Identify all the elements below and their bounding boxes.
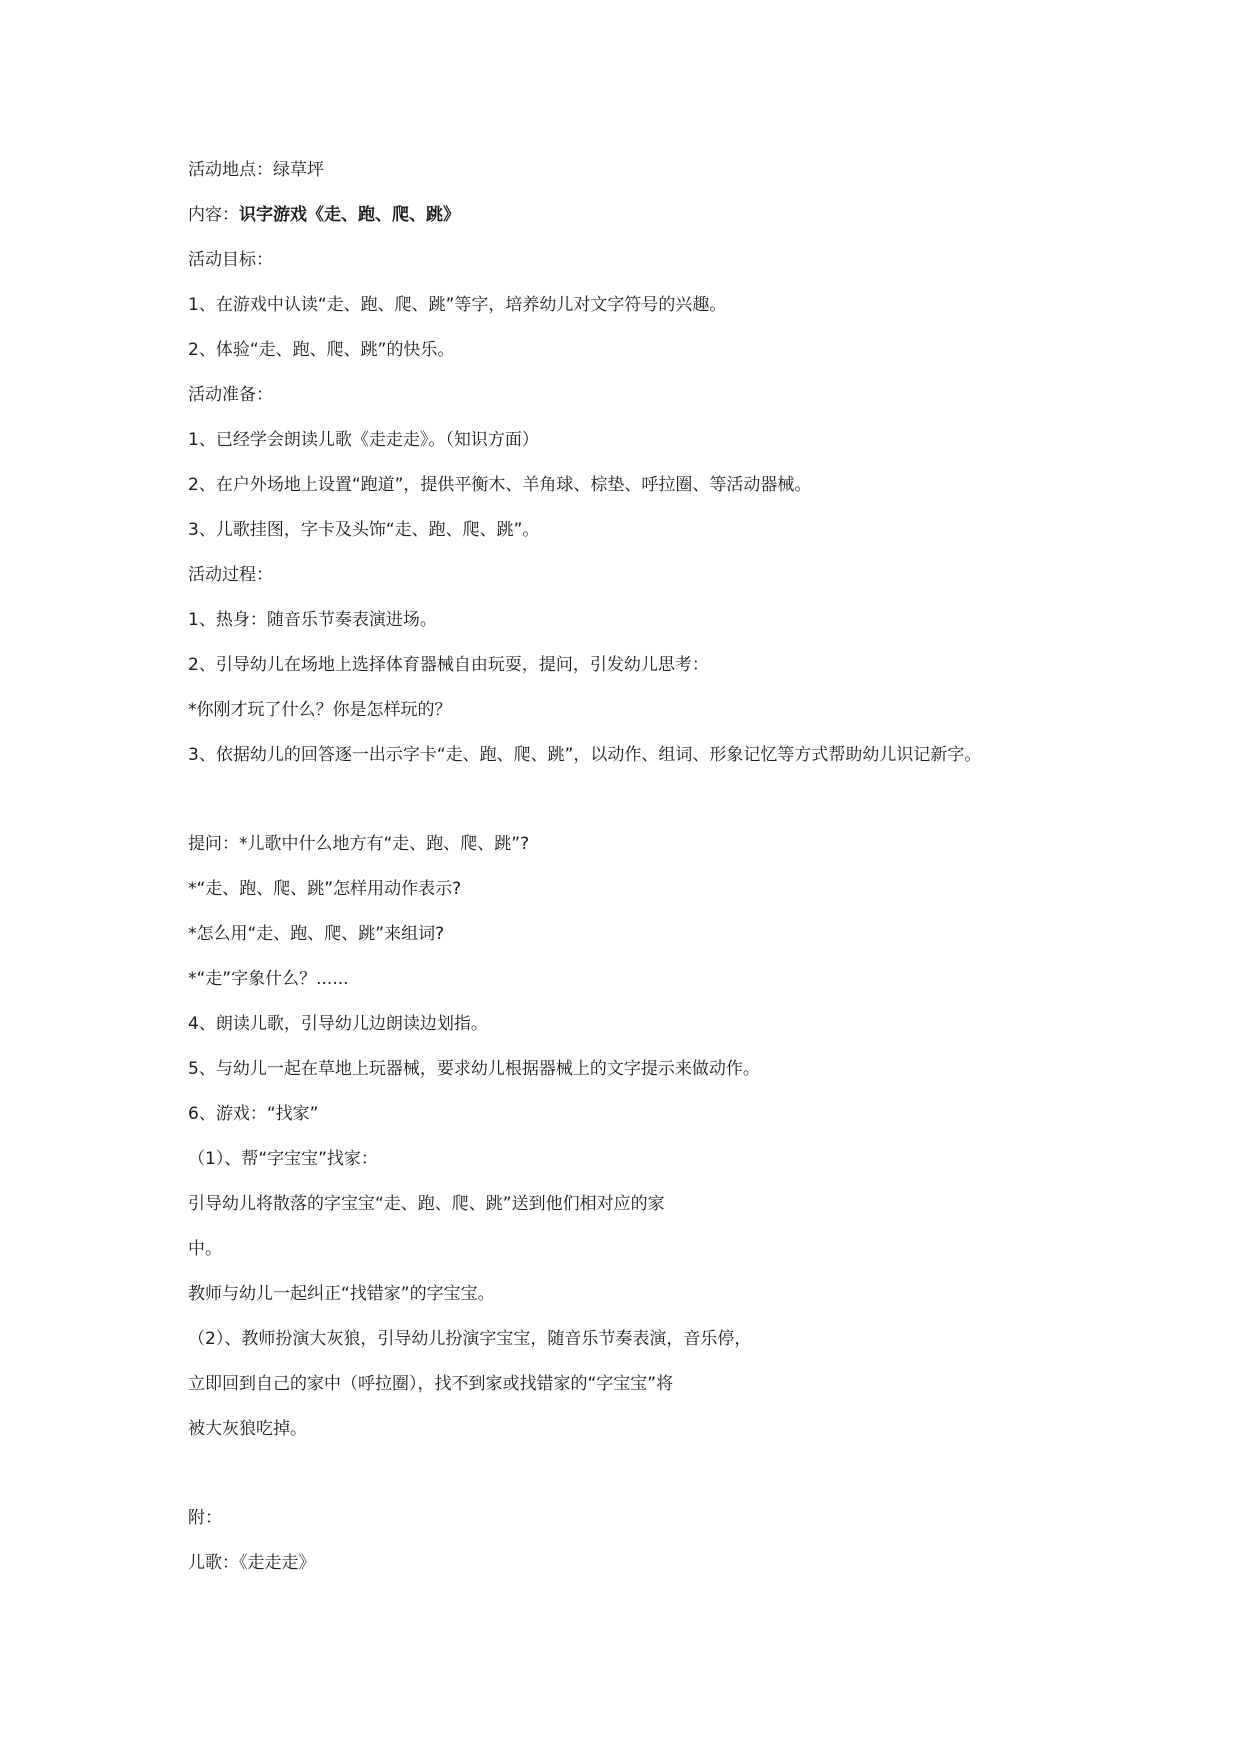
game-text: 教师与幼儿一起纠正“找错家”的字宝宝。	[188, 1284, 495, 1304]
process-step: 3、依据幼儿的回答逐一出示字卡“走、跑、爬、跳”，以动作、组词、形象记忆等方式帮助幼儿识记新字。	[188, 745, 982, 765]
process-step: 5、与幼儿一起在草地上玩器械，要求幼儿根据器械上的文字提示来做动作。	[188, 1059, 760, 1079]
song-title: 儿歌：《走走走》	[188, 1553, 316, 1573]
process-step: 1、热身：随音乐节奏表演进场。	[188, 610, 437, 630]
goals-heading: 活动目标：	[188, 250, 273, 270]
goal-item: 1、在游戏中认读“走、跑、爬、跳”等字，培养幼儿对文字符号的兴趣。	[188, 295, 727, 315]
process-step: 6、游戏：“找家”	[188, 1104, 319, 1124]
preparation-heading: 活动准备：	[188, 385, 273, 405]
process-step: 2、引导幼儿在场地上选择体育器械自由玩耍，提问，引发幼儿思考：	[188, 655, 709, 675]
content-title: 识字游戏《走、跑、爬、跳》	[239, 205, 460, 225]
game-part: （2）、教师扮演大灰狼，引导幼儿扮演字宝宝，随音乐节奏表演，音乐停，	[188, 1329, 752, 1349]
preparation-item: 3、儿歌挂图，字卡及头饰“走、跑、爬、跳”。	[188, 520, 540, 540]
content-line	[188, 203, 1088, 248]
game-text: 被大灰狼吃掉。	[188, 1419, 307, 1439]
blank-line	[188, 1462, 1088, 1506]
document-page	[188, 158, 1088, 1596]
blank-line	[188, 788, 1088, 832]
content-label: 内容：	[188, 205, 239, 225]
game-part: （1）、帮“字宝宝”找家：	[188, 1149, 378, 1169]
activity-location: 活动地点：绿草坪	[188, 160, 324, 180]
game-text: 引导幼儿将散落的字宝宝“走、跑、爬、跳”送到他们相对应的家	[188, 1194, 665, 1214]
goal-item: 2、体验“走、跑、爬、跳”的快乐。	[188, 340, 455, 360]
preparation-item: 2、在户外场地上设置“跑道”，提供平衡木、羊角球、棕垫、呼拉圈、等活动器械。	[188, 475, 812, 495]
process-heading: 活动过程：	[188, 565, 273, 585]
process-step: 4、朗读儿歌，引导幼儿边朗读边划指。	[188, 1014, 488, 1034]
game-text: 立即回到自己的家中（呼拉圈），找不到家或找错家的“字宝宝”将	[188, 1374, 674, 1394]
question-item: *“走”字象什么？......	[188, 969, 349, 989]
game-text: 中。	[188, 1239, 222, 1259]
appendix-heading: 附：	[188, 1508, 222, 1528]
process-question: *你刚才玩了什么？你是怎样玩的？	[188, 700, 452, 720]
question-item: *怎么用“走、跑、爬、跳”来组词?	[188, 924, 445, 944]
preparation-item: 1、已经学会朗读儿歌《走走走》。（知识方面）	[188, 430, 539, 450]
question-item: *“走、跑、爬、跳”怎样用动作表示?	[188, 879, 462, 899]
question-item: 提问：*儿歌中什么地方有“走、跑、爬、跳”?	[188, 834, 530, 854]
